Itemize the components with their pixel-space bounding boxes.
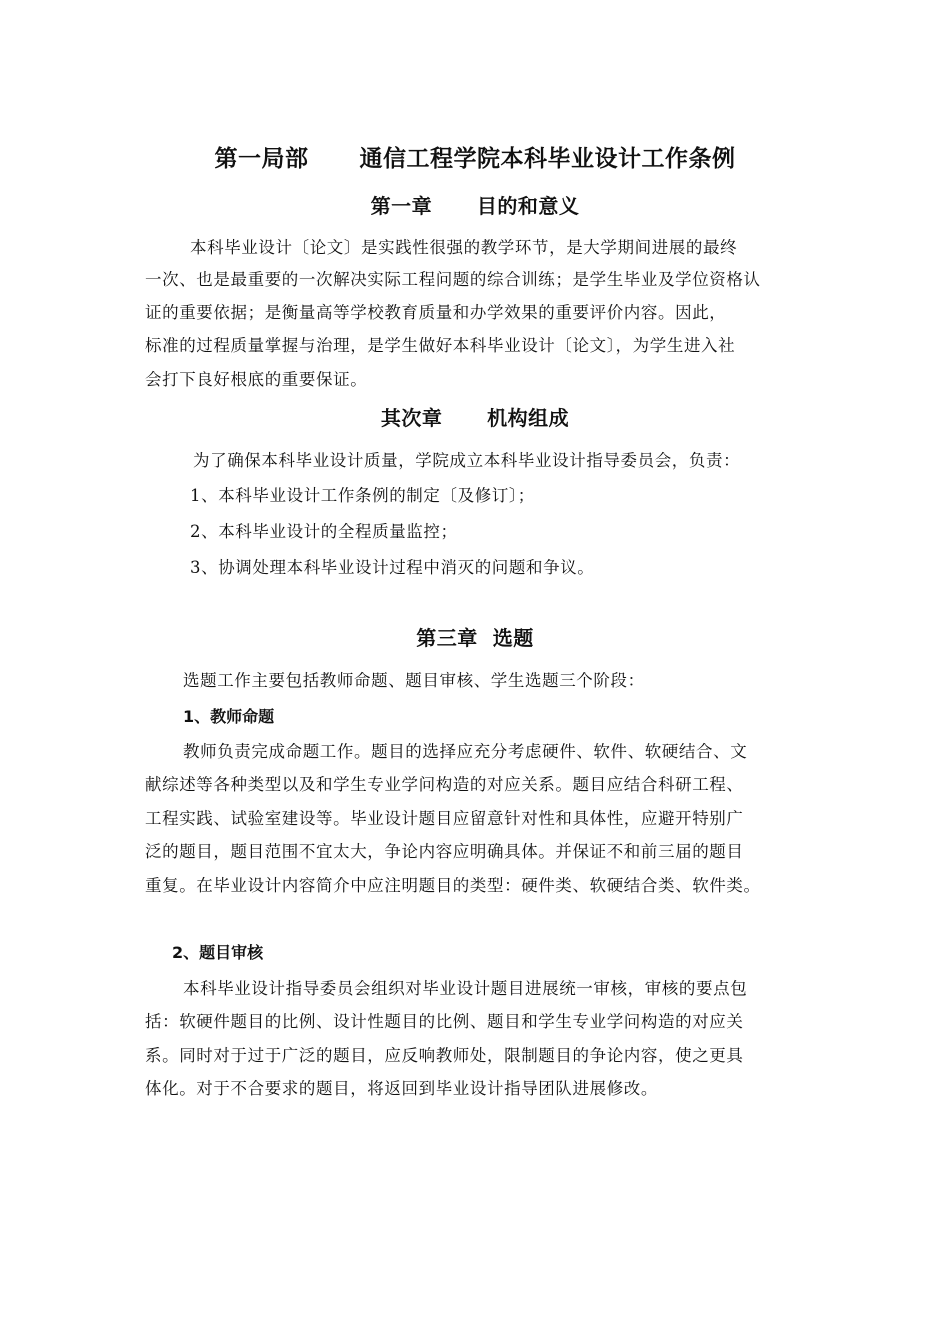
section-2-line: 括：软硬件题目的比例、设计性题目的比例、题目和学生专业学问构造的对应关 bbox=[145, 1012, 744, 1031]
chapter-2-item: 3、协调处理本科毕业设计过程中消灭的问题和争议。 bbox=[190, 558, 595, 577]
chapter-3-intro: 选题工作主要包括教师命题、题目审核、学生选题三个阶段： bbox=[183, 671, 645, 690]
section-2-line: 本科毕业设计指导委员会组织对毕业设计题目进展统一审核，审核的要点包 bbox=[183, 979, 748, 998]
chapter-1-line: 一次、也是最重要的一次解决实际工程问题的综合训练；是学生毕业及学位资格认 bbox=[145, 270, 761, 289]
chapter-2-item: 2、本科毕业设计的全程质量监控； bbox=[190, 522, 458, 541]
section-1-line: 重复。在毕业设计内容简介中应注明题目的类型：硬件类、软硬结合类、软件类。 bbox=[145, 876, 761, 895]
section-1-line: 工程实践、试验室建设等。毕业设计题目应留意针对性和具体性，应避开特别广 bbox=[145, 809, 744, 828]
section-2-line: 体化。对于不合要求的题目，将返回到毕业设计指导团队进展修改。 bbox=[145, 1079, 658, 1098]
section-1-line: 教师负责完成命题工作。题目的选择应充分考虑硬件、软件、软硬结合、文 bbox=[183, 742, 748, 761]
section-2-line: 系。同时对于过于广泛的题目，应反响教师处，限制题目的争论内容，使之更具 bbox=[145, 1046, 744, 1065]
section-2-subheading: 2、题目审核 bbox=[172, 943, 264, 962]
document-title: 第一局部 通信工程学院本科毕业设计工作条例 bbox=[214, 146, 736, 172]
section-1-subheading: 1、教师命题 bbox=[183, 707, 275, 726]
chapter-2-intro: 为了确保本科毕业设计质量，学院成立本科毕业设计指导委员会，负责： bbox=[193, 451, 741, 470]
chapter-2-heading: 其次章 机构组成 bbox=[380, 406, 570, 430]
chapter-1-heading: 第一章 目的和意义 bbox=[370, 194, 580, 218]
chapter-1-line: 标准的过程质量掌握与治理，是学生做好本科毕业设计〔论文〕，为学生进入社 bbox=[145, 336, 736, 355]
chapter-1-line: 会打下良好根底的重要保证。 bbox=[145, 370, 368, 389]
chapter-1-line: 本科毕业设计〔论文〕是实践性很强的教学环节，是大学期间进展的最终 bbox=[190, 238, 738, 257]
chapter-1-line: 证的重要依据；是衡量高等学校教育质量和办学效果的重要评价内容。因此， bbox=[145, 303, 727, 322]
chapter-2-item: 1、本科毕业设计工作条例的制定〔及修订〕； bbox=[190, 486, 535, 505]
section-1-line: 献综述等各种类型以及和学生专业学问构造的对应关系。题目应结合科研工程、 bbox=[145, 775, 744, 794]
chapter-3-heading: 第三章 选题 bbox=[416, 626, 534, 650]
section-1-line: 泛的题目，题目范围不宜太大，争论内容应明确具体。并保证不和前三届的题目 bbox=[145, 842, 744, 861]
